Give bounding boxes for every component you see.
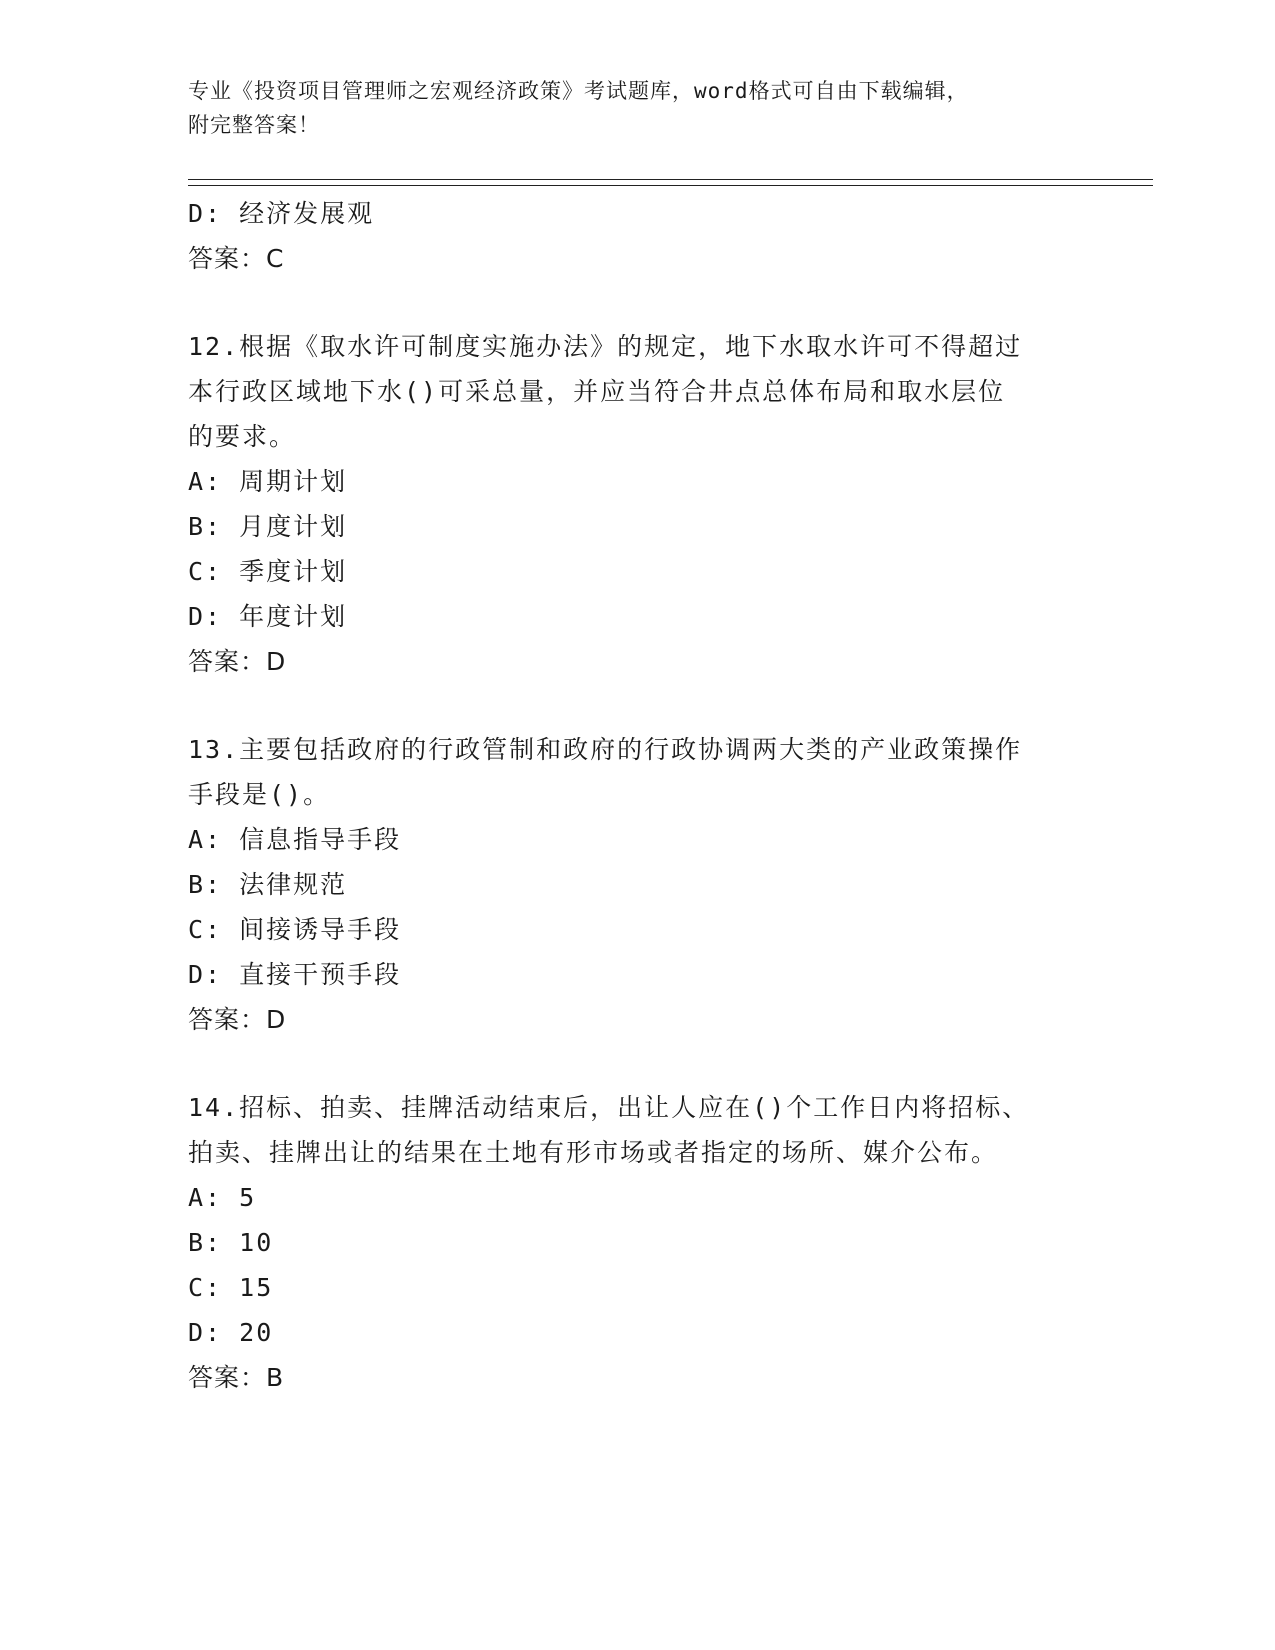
spacer (188, 281, 1088, 324)
option-c: C: 间接诱导手段 (188, 915, 402, 944)
option-a: A: 信息指导手段 (188, 825, 402, 854)
question-stem: 14.招标、拍卖、挂牌活动结束后，出让人应在()个工作日内将招标、 (188, 1093, 1030, 1122)
header-line-2: 附完整答案！ (188, 113, 320, 137)
option-a: A: 周期计划 (188, 467, 348, 496)
option-d: D: 年度计划 (188, 602, 348, 631)
question-stem: 的要求。 (188, 422, 297, 451)
answer-line: 答案：D (188, 1005, 287, 1034)
question-stem: 12.根据《取水许可制度实施办法》的规定，地下水取水许可不得超过 (188, 332, 1023, 361)
question-content (188, 191, 1088, 1400)
answer-line: 答案：B (188, 1363, 285, 1392)
answer-line: 答案：C (188, 244, 285, 273)
option-d: D: 直接干预手段 (188, 960, 402, 989)
header-line-1: 专业《投资项目管理师之宏观经济政策》考试题库，word格式可自由下载编辑， (188, 79, 969, 103)
question-12 (188, 324, 1088, 684)
question-13 (188, 727, 1088, 1042)
answer-line: 答案：D (188, 647, 287, 676)
header-divider (188, 179, 1153, 186)
question-stem: 本行政区域地下水()可采总量，并应当符合井点总体布局和取水层位 (188, 377, 1006, 406)
question-stem: 13.主要包括政府的行政管制和政府的行政协调两大类的产业政策操作 (188, 735, 1023, 764)
option-b: B: 10 (188, 1228, 274, 1257)
option-d: D: 经济发展观 (188, 199, 375, 228)
question-stem: 拍卖、挂牌出让的结果在土地有形市场或者指定的场所、媒介公布。 (188, 1138, 999, 1167)
option-a: A: 5 (188, 1183, 257, 1212)
spacer (188, 1042, 1088, 1085)
option-c: C: 15 (188, 1273, 274, 1302)
option-c: C: 季度计划 (188, 557, 348, 586)
option-d: D: 20 (188, 1318, 274, 1347)
question-stem: 手段是()。 (188, 780, 331, 809)
option-b: B: 法律规范 (188, 870, 348, 899)
option-b: B: 月度计划 (188, 512, 348, 541)
spacer (188, 684, 1088, 727)
document-header (188, 74, 1068, 142)
question-14 (188, 1085, 1088, 1400)
